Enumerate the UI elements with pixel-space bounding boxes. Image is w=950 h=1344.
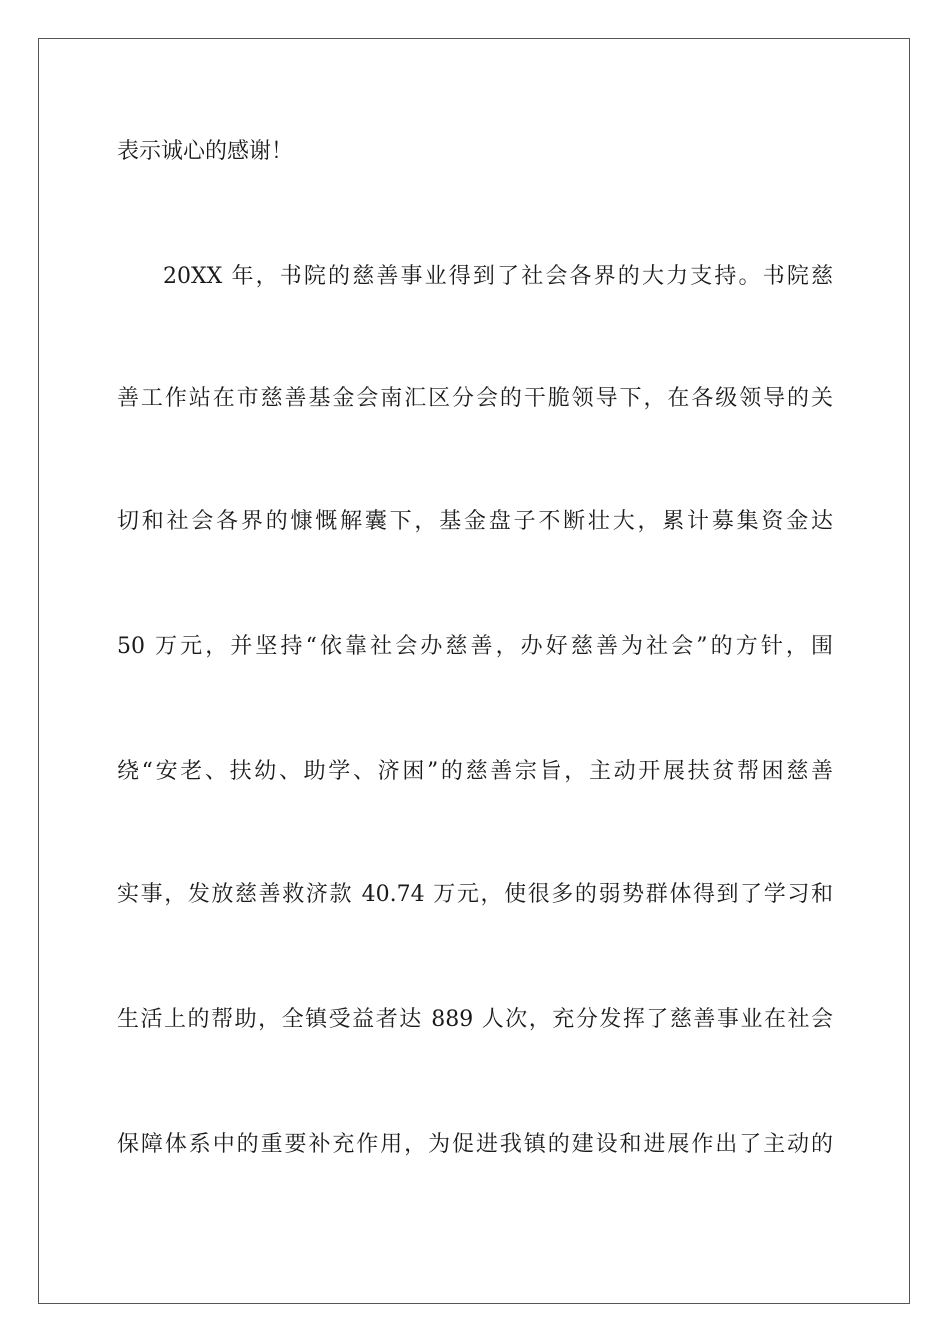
page-frame bbox=[38, 38, 910, 1304]
text-line-7: 实事，发放慈善救济款 40.74 万元，使很多的弱势群体得到了学习和 bbox=[117, 882, 833, 907]
text-line-9: 保障体系中的重要补充作用，为促进我镇的建设和进展作出了主动的 bbox=[117, 1132, 833, 1157]
text-line-5: 50 万元，并坚持“依靠社会办慈善，办好慈善为社会”的方针，围 bbox=[117, 634, 833, 659]
text-line-3: 善工作站在市慈善基金会南汇区分会的干脆领导下，在各级领导的关 bbox=[117, 386, 833, 411]
text-line-2: 20XX 年，书院的慈善事业得到了社会各界的大力支持。书院慈 bbox=[163, 264, 833, 289]
text-line-4: 切和社会各界的慷慨解囊下，基金盘子不断壮大，累计募集资金达 bbox=[117, 509, 833, 534]
text-line-6: 绕“安老、扶幼、助学、济困”的慈善宗旨，主动开展扶贫帮困慈善 bbox=[117, 759, 833, 784]
text-line-1: 表示诚心的感谢！ bbox=[117, 139, 294, 164]
text-line-8: 生活上的帮助，全镇受益者达 889 人次，充分发挥了慈善事业在社会 bbox=[117, 1007, 833, 1032]
